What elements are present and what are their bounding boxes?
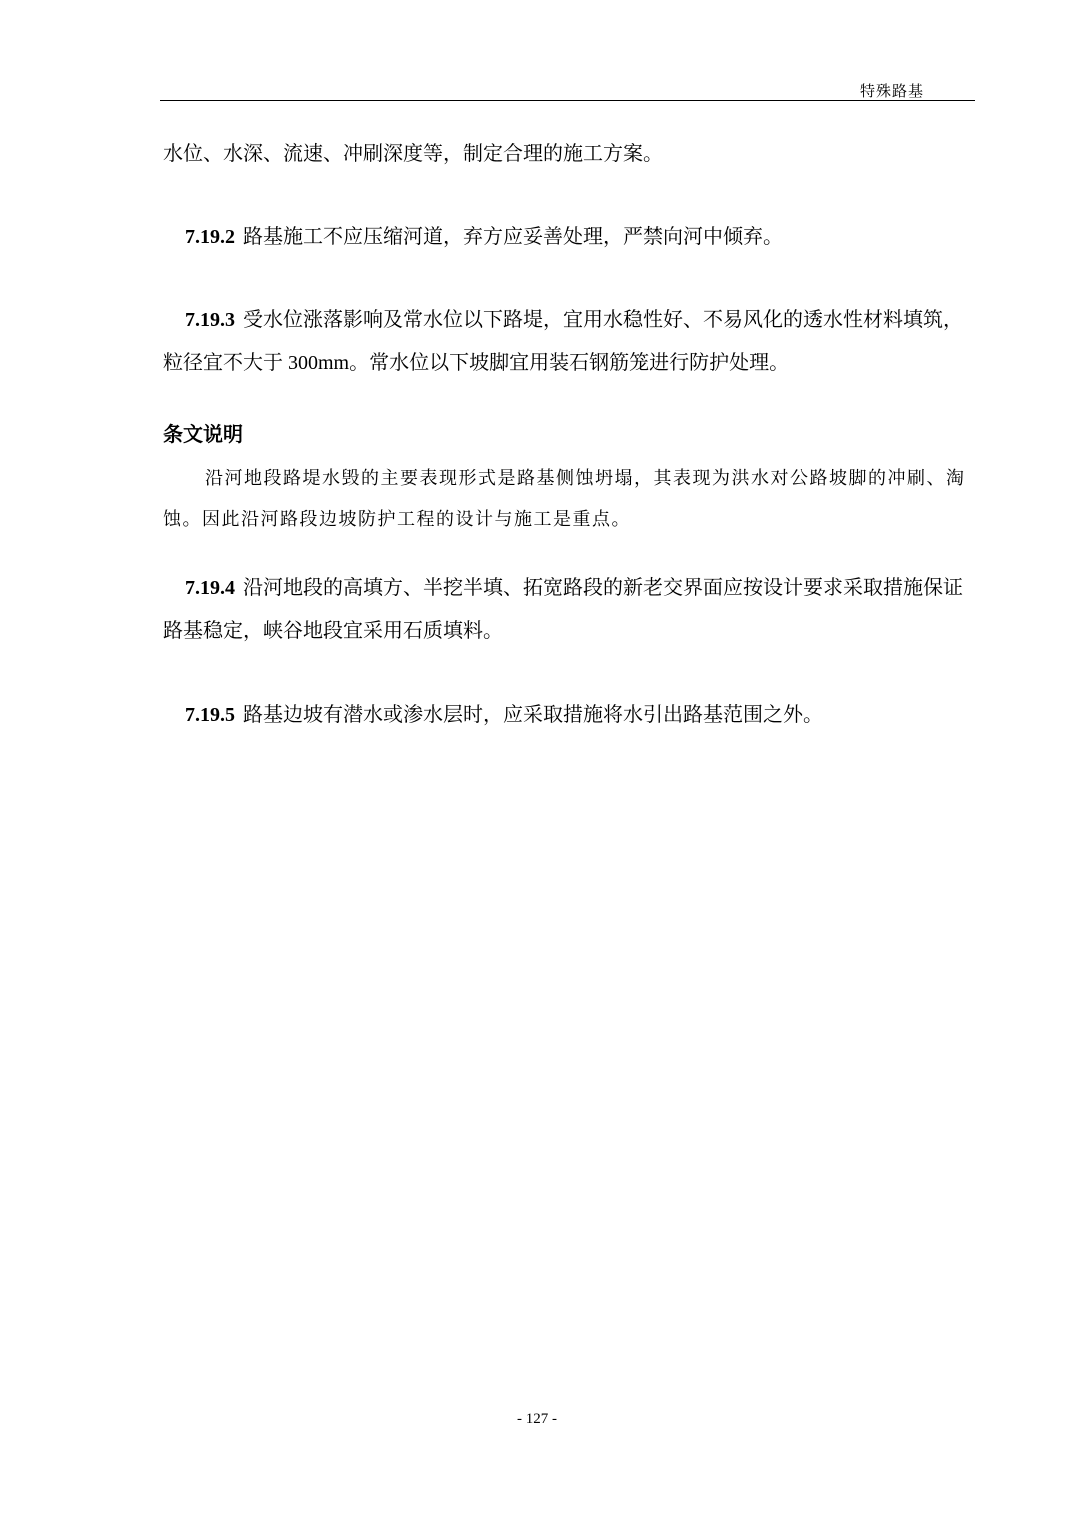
clause-7-19-4	[163, 567, 975, 653]
clause-text: 路基边坡有潜水或渗水层时，应采取措施将水引出路基范围之外。	[243, 704, 823, 726]
clause-text: 路基施工不应压缩河道，弃方应妥善处理，严禁向河中倾弃。	[243, 226, 783, 248]
clause-number: 7.19.4	[185, 577, 235, 599]
clause-7-19-5	[163, 694, 997, 737]
page-number: - 127 -	[517, 1411, 557, 1427]
clause-7-19-3	[163, 299, 975, 385]
clause-text: 受水位涨落影响及常水位以下路堤，宜用水稳性好、不易风化的透水性材料填筑，粒径宜不大于 300mm。常水位以下坡脚宜用装石钢筋笼进行防护处理。	[163, 309, 963, 374]
paragraph-continuation: 水位、水深、流速、冲刷深度等，制定合理的施工方案。	[163, 143, 663, 165]
clause-number: 7.19.5	[185, 704, 235, 726]
clause-number: 7.19.3	[185, 309, 235, 331]
clause-7-19-2	[163, 216, 997, 259]
running-header: 特殊路基	[860, 82, 925, 100]
header-rule	[160, 100, 975, 101]
clause-text: 沿河地段的高填方、半挖半填、拓宽路段的新老交界面应按设计要求采取措施保证路基稳定，峡谷地段宜采用石质填料。	[163, 577, 963, 642]
note-body: 沿河地段路堤水毁的主要表现形式是路基侧蚀坍塌，其表现为洪水对公路坡脚的冲刷、淘蚀。因此沿河路段边坡防护工程的设计与施工是重点。	[163, 468, 966, 530]
clause-number: 7.19.2	[185, 226, 235, 248]
note-heading: 条文说明	[163, 422, 243, 446]
